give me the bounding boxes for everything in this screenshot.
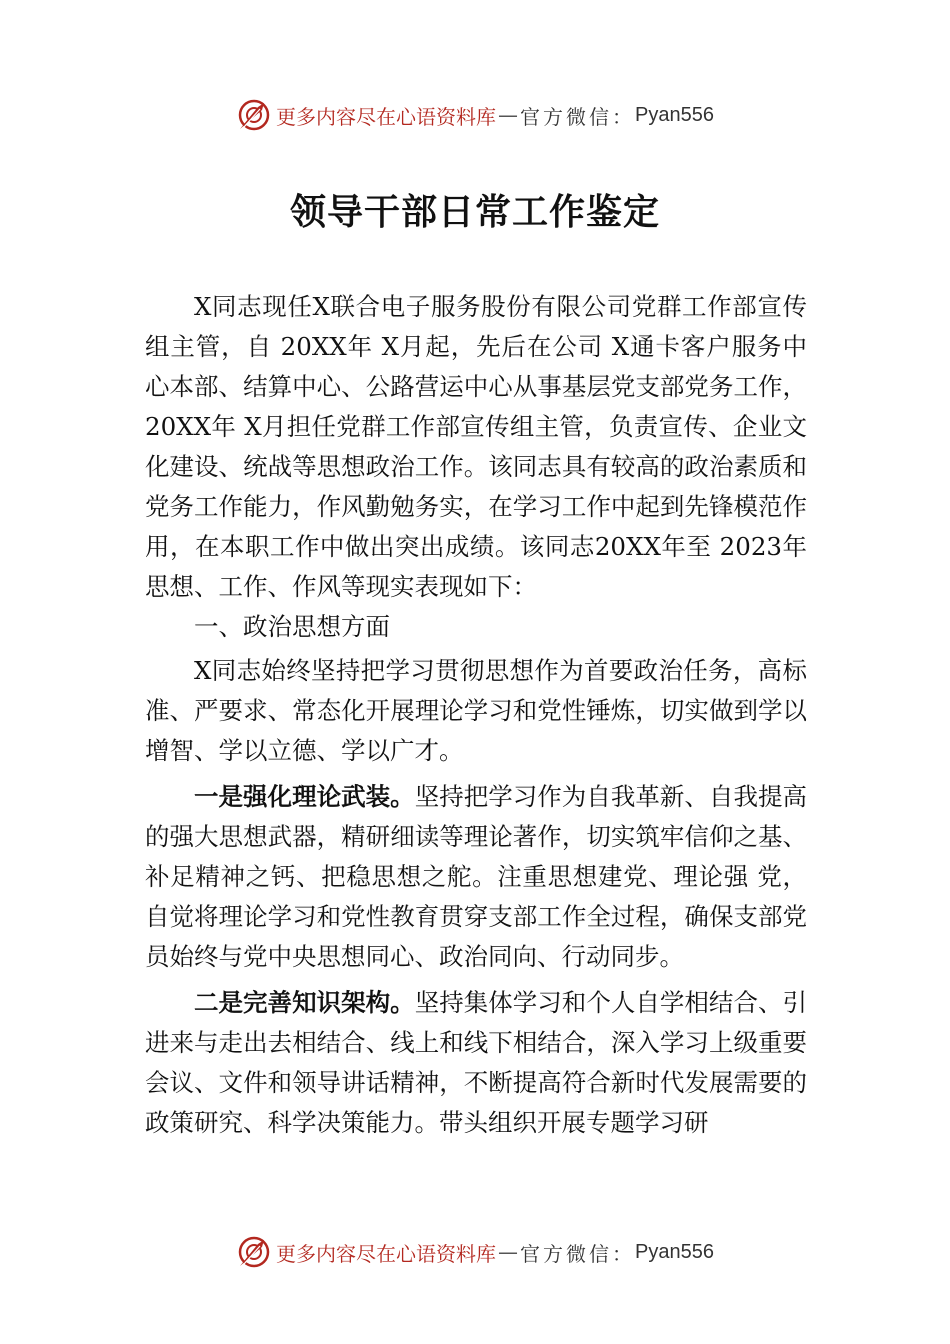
- item-paragraph-2: [145, 983, 807, 1143]
- pen-circle-logo-icon: [236, 1234, 272, 1270]
- intro-paragraph: X同志现任X联合电子服务股份有限公司党群工作部宣传组主管，自 20XX年 X月起，先后在公司 X通卡客户服务中心本部、结算中心、公路营运中心从事基层党支部党务工作，20XX年 X月担任党群工作部宣传组主管，负责宣传、企业文化建设、统战等思想政治工作。该同志具有较高的政治素质和党务工作能力，作风勤勉务实，在学习工作中起到先锋模范作用，在本职工作中做出突出成绩。该同志20XX年至 2023年思想、工作、作风等现实表现如下：: [145, 292, 807, 601]
- document-body: [145, 287, 807, 1143]
- banner-separator: —: [498, 103, 519, 127]
- document-title: 领导干部日常工作鉴定: [289, 191, 660, 233]
- item-body-1: 坚持把学习作为自我革新、自我提高的强大思想武器，精研细读等理论著作，切实筑牢信仰之基、补足精神之钙、把稳思想之舵。注重思想建党、理论强 党，自觉将理论学习和党性教育贯穿支部工作全过程，确保支部党员始终与党中央思想同心、政治同向、行动同步。: [145, 782, 807, 971]
- footer-banner: [0, 1232, 950, 1272]
- item-body-2: 坚持集体学习和个人自学相结合、引进来与走出去相结合、线上和线下相结合，深入学习上级重要会议、文件和领导讲话精神，不断提高符合新时代发展需要的政策研究、科学决策能力。带头组织开展专题学习研: [145, 988, 807, 1137]
- item-paragraph-1: [145, 777, 807, 977]
- banner-wechat-label: 官方微信：: [520, 104, 636, 129]
- banner-wechat-id: Pyan556: [635, 103, 714, 126]
- section-heading: 一、政治思想方面: [194, 612, 390, 641]
- banner-main-text: 更多内容尽在心语资料库: [276, 104, 497, 129]
- item-lead-1: 一是强化理论武装。: [194, 782, 415, 811]
- banner-main-text: 更多内容尽在心语资料库: [276, 1241, 497, 1266]
- banner-separator: —: [498, 1240, 519, 1264]
- banner-wechat-id: Pyan556: [635, 1240, 714, 1263]
- pen-circle-logo-icon: [236, 97, 272, 133]
- section-intro-paragraph: X同志始终坚持把学习贯彻思想作为首要政治任务，高标准、严要求、常态化开展理论学习和党性锤炼，切实做到学以增智、学以立德、学以广才。: [145, 656, 807, 765]
- item-lead-2: 二是完善知识架构。: [194, 988, 415, 1017]
- header-banner: [0, 95, 950, 135]
- banner-wechat-label: 官方微信：: [520, 1241, 636, 1266]
